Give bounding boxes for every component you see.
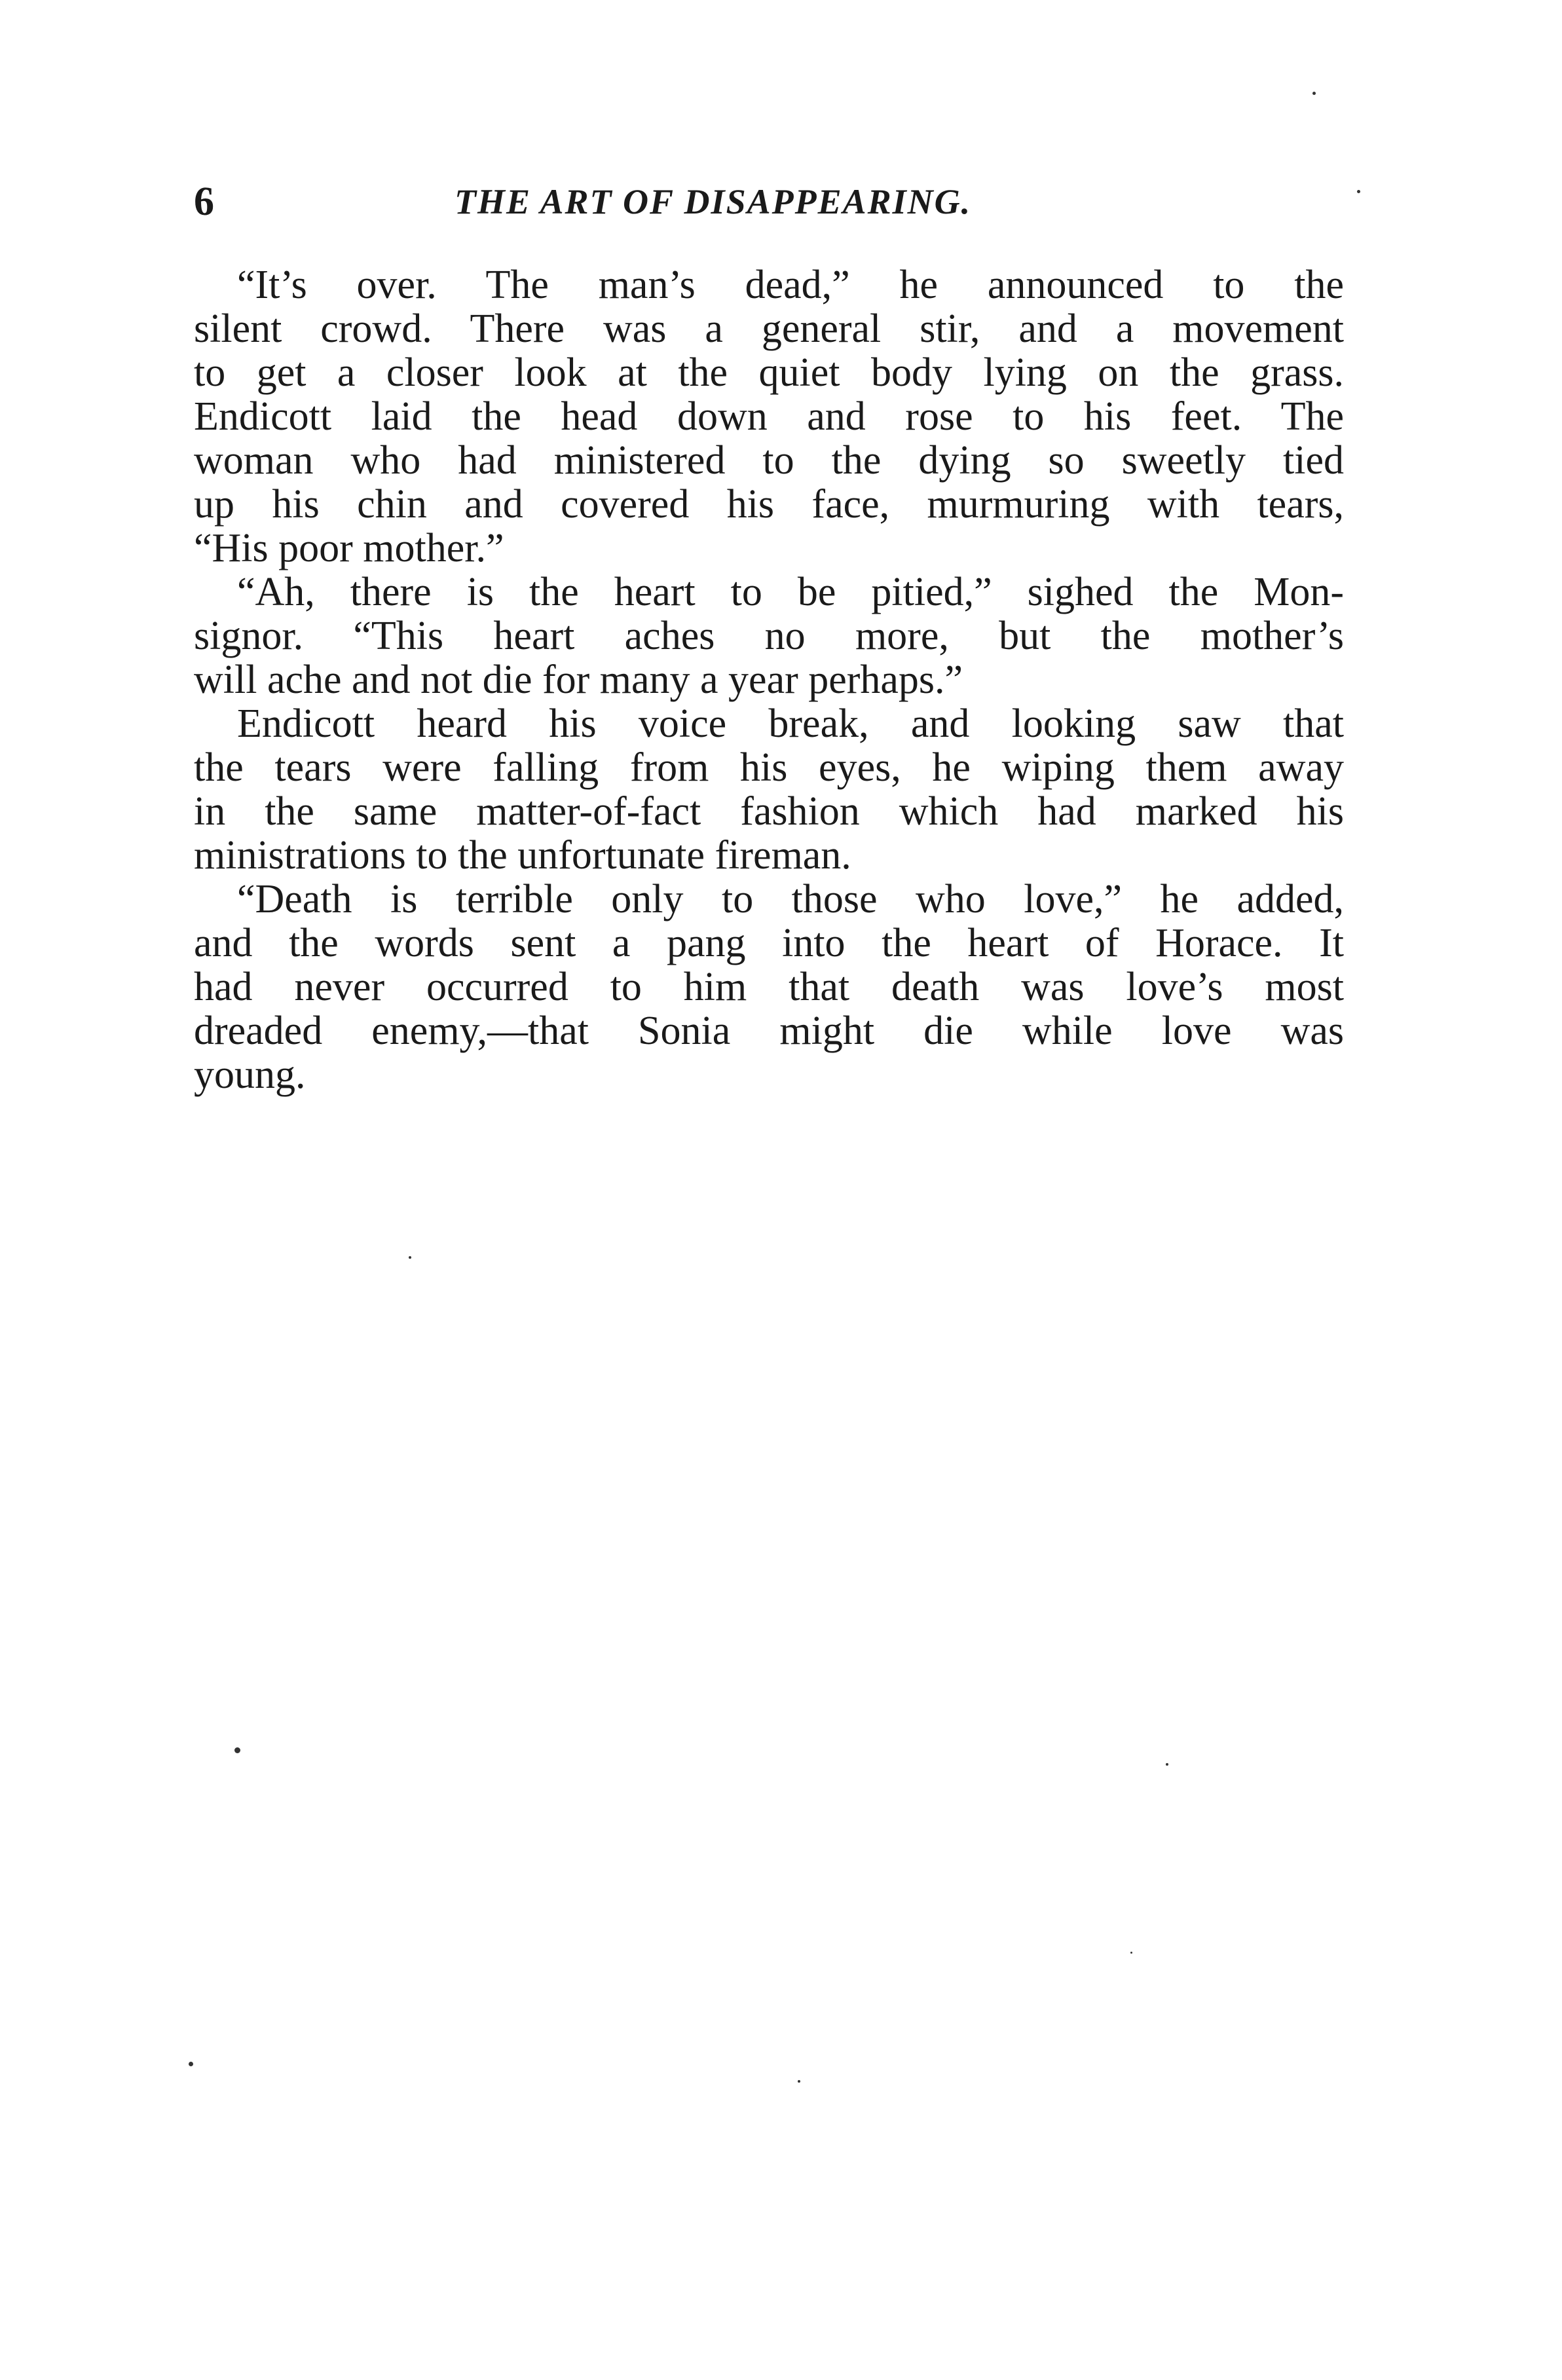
text-line: woman who had ministered to the dying so sweetly tied	[194, 438, 1344, 483]
paragraph	[194, 263, 1344, 570]
scan-speck	[1130, 1952, 1132, 1954]
paragraph	[194, 878, 1344, 1097]
text-line: “His poor mother.”	[194, 526, 504, 570]
text-line: will ache and not die for many a year perhaps.”	[194, 658, 963, 702]
text-line: silent crowd. There was a general stir, and a movement	[194, 307, 1344, 351]
page-number: 6	[194, 179, 214, 224]
scan-speck	[1312, 92, 1316, 95]
text-line: had never occurred to him that death was love’s most	[194, 965, 1344, 1009]
paragraph	[194, 570, 1344, 702]
text-line: signor. “This heart aches no more, but the mother’s	[194, 614, 1344, 658]
scan-speck	[409, 1256, 411, 1259]
text-line: Endicott laid the head down and rose to his feet. The	[194, 394, 1344, 439]
running-title: THE ART OF DISAPPEARING.	[455, 182, 972, 221]
text-line: “Death is terrible only to those who love,” he added,	[237, 877, 1344, 921]
scan-speck	[234, 1747, 240, 1753]
text-line: Endicott heard his voice break, and looking saw that	[237, 701, 1344, 746]
scan-speck	[798, 2080, 800, 2083]
page-header	[194, 176, 1344, 228]
scan-speck	[1357, 190, 1360, 193]
text-line: ministrations to the unfortunate fireman.	[194, 833, 851, 878]
text-line: in the same matter-of-fact fashion which had marked his	[194, 789, 1344, 834]
scan-speck	[1166, 1763, 1168, 1766]
text-line: dreaded enemy,—that Sonia might die while love was	[194, 1009, 1344, 1053]
text-line: up his chin and covered his face, murmuring with tears,	[194, 482, 1344, 527]
text-line: and the words sent a pang into the heart of Horace. It	[194, 921, 1344, 965]
paragraph	[194, 702, 1344, 878]
scan-speck	[189, 2062, 193, 2066]
text-line: “Ah, there is the heart to be pitied,” sighed the Mon-	[237, 570, 1344, 614]
body-text	[194, 263, 1344, 1097]
text-line: young.	[194, 1052, 306, 1097]
text-line: to get a closer look at the quiet body lying on the grass.	[194, 350, 1344, 395]
text-line: “It’s over. The man’s dead,” he announced to the	[237, 263, 1344, 307]
text-line: the tears were falling from his eyes, he wiping them away	[194, 745, 1344, 790]
